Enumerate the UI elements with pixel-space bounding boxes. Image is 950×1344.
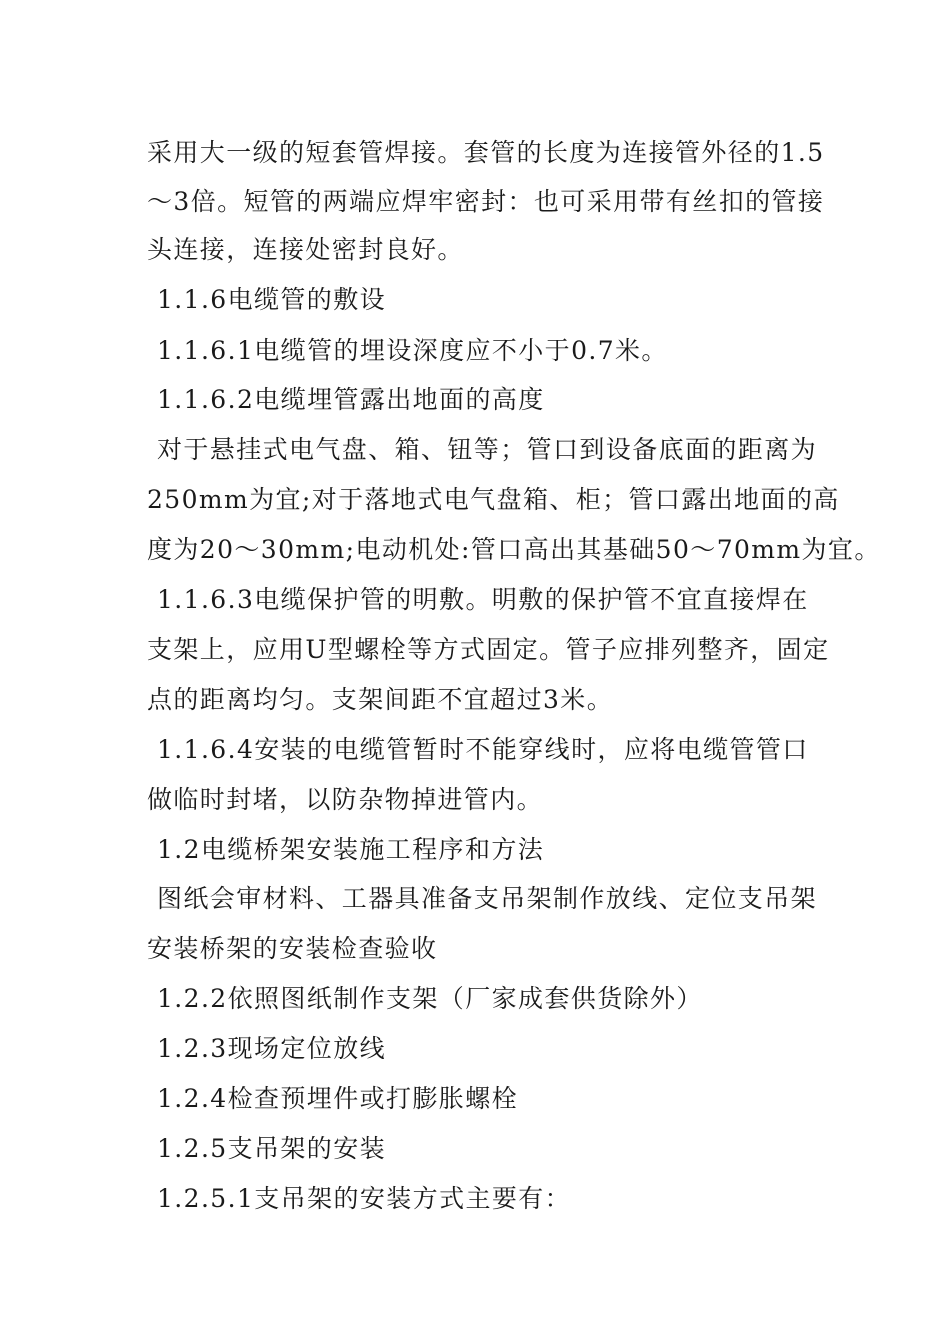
section-heading: 1.2电缆桥架安装施工程序和方法 (157, 835, 545, 864)
paragraph-line: 安装桥架的安装检查验收 (147, 934, 438, 963)
paragraph-line: 点的距离均匀。支架间距不宜超过3米。 (147, 685, 614, 714)
paragraph-line: 250mm为宜;对于落地式电气盘箱、柜；管口露出地面的高 (147, 485, 840, 514)
paragraph-line: 头连接，连接处密封良好。 (147, 235, 464, 264)
subsection-line: 1.2.2依照图纸制作支架（厂家成套供货除外） (157, 984, 703, 1013)
subsection-line: 1.2.3现场定位放线 (157, 1034, 387, 1063)
paragraph-line: ～3倍。短管的两端应焊牢密封：也可采用带有丝扣的管接 (147, 187, 825, 216)
paragraph-line: 支架上，应用U型螺栓等方式固定。管子应排列整齐，固定 (147, 635, 830, 664)
paragraph-line: 做临时封堵，以防杂物掉进管内。 (147, 785, 544, 814)
subsection-line: 1.2.4检查预埋件或打膨胀螺栓 (157, 1084, 519, 1113)
paragraph-line: 度为20～30mm;电动机处:管口高出其基础50～70mm为宜。 (147, 535, 881, 564)
subsection-line: 1.2.5支吊架的安装 (157, 1134, 387, 1163)
paragraph-line: 对于悬挂式电气盘、箱、钮等；管口到设备底面的距离为 (157, 435, 818, 464)
subsection-line: 1.1.6.1电缆管的埋设深度应不小于0.7米。 (157, 336, 668, 365)
paragraph-line: 采用大一级的短套管焊接。套管的长度为连接管外径的1.5 (147, 138, 825, 167)
subsection-line: 1.1.6.3电缆保护管的明敷。明敷的保护管不宜直接焊在 (157, 585, 809, 614)
subsection-line: 1.2.5.1支吊架的安装方式主要有： (157, 1184, 572, 1213)
subsection-line: 1.1.6.2电缆埋管露出地面的高度 (157, 385, 545, 414)
section-heading: 1.1.6电缆管的敷设 (157, 285, 387, 314)
subsection-line: 1.1.6.4安装的电缆管暂时不能穿线时，应将电缆管管口 (157, 735, 809, 764)
paragraph-line: 图纸会审材料、工器具准备支吊架制作放线、定位支吊架 (157, 884, 818, 913)
